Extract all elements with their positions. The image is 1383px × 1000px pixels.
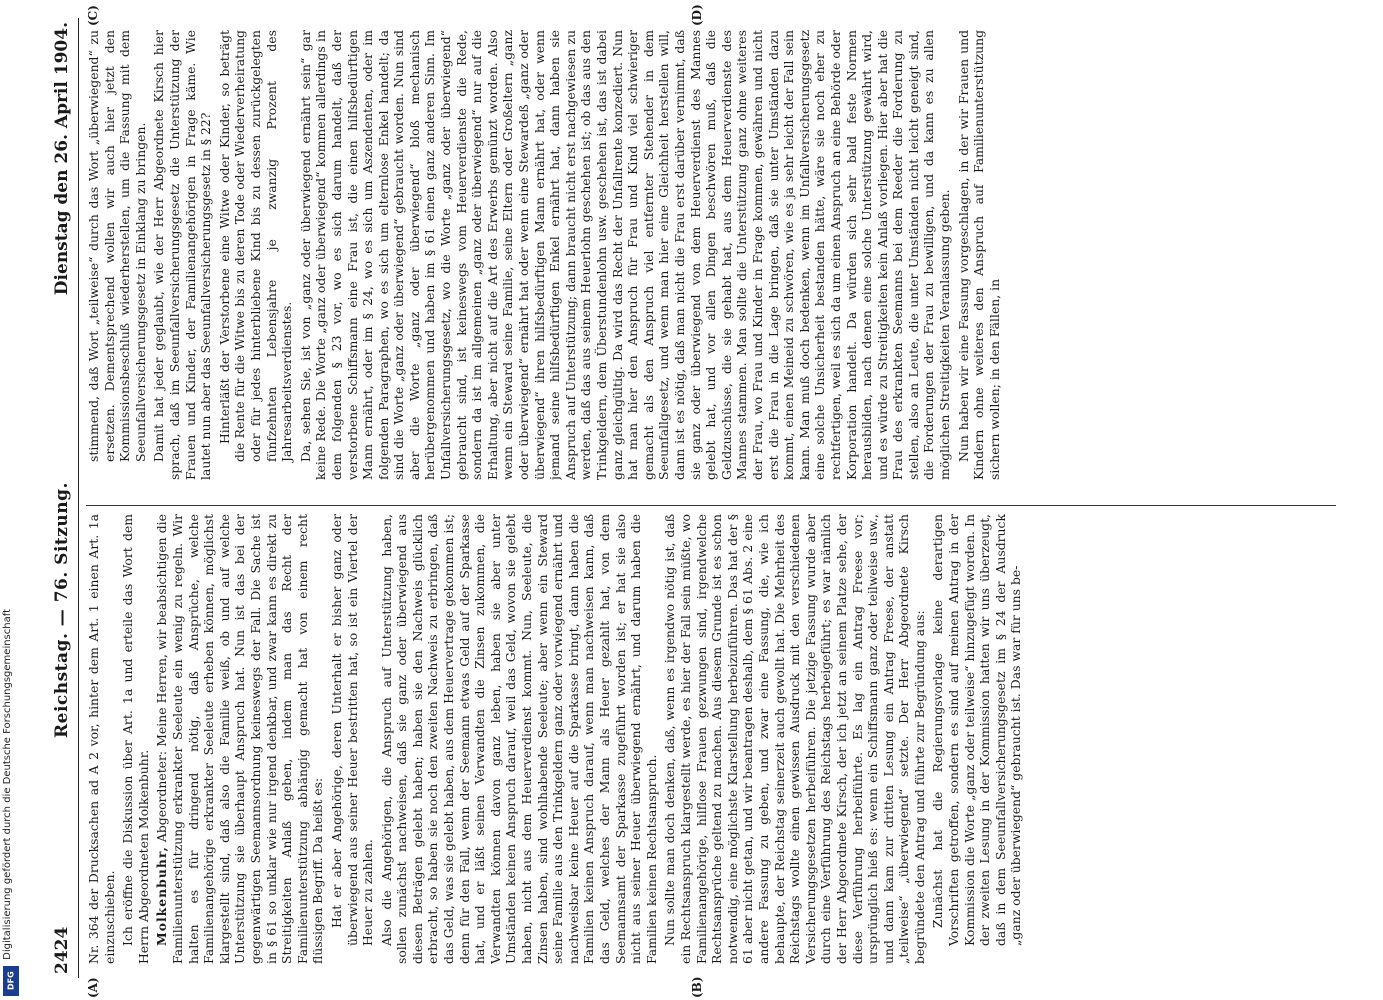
column-divider <box>86 505 1336 506</box>
right-column <box>86 30 1336 480</box>
paragraph: Ich eröffne die Diskussion über Art. 1a und erteile das Wort dem Herrn Abgeordneten Molkenbuhr. <box>120 514 151 964</box>
quotation: stimmend, daß Wort „teilweise“ durch das Wort „überwiegend“ zu ersetzen. Dementsprechend wollen wir auch hier jetzt den Kommissionsbeschluß wiederherstellen, um die Fassung mit dem Seeunfallversicherungsgesetz in Einklang zu bringen. <box>86 30 148 462</box>
margin-marker-a: (A) <box>86 977 100 998</box>
dfg-logo-icon: DFG <box>3 966 19 996</box>
paragraph: Da, sehen Sie, ist von „ganz oder überwiegend ernährt sein“ gar keine Rede. Die Worte „ganz oder überwiegend“ kommen allerdings in dem folgenden § 23 vor, wo es sich darum handelt, daß der verstorbene Schiffsmann eine Frau ist, die einen hilfsbedürftigen Mann ernährt, oder im § 24, wo es sich um Aszendenten, oder im folgenden Paragraphen, wo es sich um elternlose Enkel handelt; da sind die Worte „ganz oder überwiegend“ gebraucht worden. Nun sind aber die Worte „ganz oder überwiegend“ bloß mechanisch herübergenommen und haben im § 61 einen ganz anderen Sinn. Im Unfallversicherungsgesetz, wo die Worte „ganz oder überwiegend“ gebraucht sind, ist keineswegs vom Heuerverdienste die Rede, sondern da ist im allgemeinen „ganz oder überwiegend“ nur auf die Erhaltung, aber nicht auf die Art des Erwerbs gemünzt worden. Also wenn ein Steward seine Familie, seine Eltern oder Großeltern „ganz oder überwiegend“ ernährt hat oder wenn eine Stewardeß „ganz oder überwiegend“ ihren hilfsbedürftigen Mann ernährt hat, oder wenn jemand seine hilfsbedürftigen Enkel ernährt hat, dann haben sie Anspruch auf Unterstützung; dann braucht nicht erst nachgewiesen zu werden, daß das aus seinem Heuerlohn geschehen ist; ob das aus den Trinkgeldern, dem Überstundenlohn usw. geschehen ist, das ist dabei ganz gleichgültig. Da wird das Recht der Unfallrente konzediert. Nun hat man hier den Anspruch für Frau und Kind viel schwieriger gemacht als den Anspruch viel entfernter Stehender in dem Seeunfallgesetz, und wenn man hier eine Gleichheit herstellen will, dann ist es nötig, daß man nicht die Frau erst darüber vernimmt, daß sie ganz oder überwiegend von dem Heuerverdienst des Mannes gelebt hat, und vor allen Dingen beschwören muß, daß die Geldzuschüsse, die sie gehabt hat, aus dem Heuerverdienste des Mannes stammen. Man sollte die Unterstützung ganz ohne weiteres der Frau, wo Frau und Kinder in Frage kommen, gewähren und nicht erst die Frau in die Lage bringen, daß sie unter Umständen dazu kommt, einen Meineid zu schwören, wie es ja sehr leicht der Fall sein kann. Man muß doch bedenken, wenn im Unfallversicherungsgesetz eine solche Unsicherheit bestanden hätte, wäre sie noch eher zu rechtfertigen, weil es sich da um einen Anspruch an eine Behörde oder Korporation handelt. Da würden sich sehr bald feste Normen herausbilden, nach denen eine solche Unterstützung gewährt wird, und es würde zu Streitigkeiten kein Anlaß vorliegen. Hier aber hat die Frau des erkrankten Seemanns bei dem Reeder die Forderung zu stellen, also an Leute, die unter Umständen nicht leicht geneigt sind, die Forderungen der Frau zu bewilligen, und da kann es zu allen möglichen Streitigkeiten Veranlassung geben. <box>297 30 953 480</box>
margin-marker-d: (D) <box>690 4 704 26</box>
quotation: Hat er aber Angehörige, deren Unterhalt er bisher ganz oder überwiegend aus seiner Heuer bestritten hat, so ist ein Viertel der Heuer zu zahlen. <box>328 514 376 946</box>
page-number: 2424 <box>52 926 72 974</box>
margin-marker-b: (B) <box>690 976 704 998</box>
digitization-footer <box>0 0 22 1000</box>
paragraph: Also die Angehörigen, die Anspruch auf Unterstützung haben, sollen zunächst nachweisen, daß sie ganz oder überwiegend aus diesen Beträgen gelebt haben; haben sie den Nachweis glücklich erbracht, so haben sie noch den zweiten Nachweis zu erbringen, daß das Geld, was sie gelebt haben, aus dem Heuervertrage gekommen ist; denn für den Fall, wenn der Seemann etwas Geld auf der Sparkasse hat, und er läßt seinen Verwandten die Zinsen zukommen, die Verwandten können davon ganz leben, haben sie aber unter Umständen keinen Anspruch darauf, weil das Geld, wovon sie gelebt haben, nicht aus dem Heuerverdienst kommt. Nun, Seeleute, die Zinsen haben, sind wohlhabende Seeleute; aber wenn ein Steward seine Familie aus den Trinkgeldern ganz oder vorwiegend ernährt und nachweisbar keine Heuer auf die Sparkasse bringt, dann haben die Familien keinen Anspruch darauf, wenn man nachweisen kann, daß das Geld, welches der Mann als Heuer gezahlt hat, von dem Seemannsamt der Sparkasse zugeführt worden ist; er hat sie also nicht aus seiner Heuer überwiegend ernährt, und darum haben die Familien keinen Rechtsanspruch. <box>378 514 659 964</box>
left-column <box>86 514 1336 964</box>
paragraph: Nr. 364 der Drucksachen ad A 2 vor, hinter dem Art. 1 einen Art. 1a einzuschieben. <box>86 514 117 964</box>
quotation: Hinterläßt der Verstorbene eine Witwe oder Kinder, so beträgt die Rente für die Witwe bis zu deren Tode oder Wiederverheiratung oder für jedes hinterbliebene Kind bis zu dessen zurückgelegten fünfzehnten Lebensjahre je zwanzig Prozent des Jahresarbeitsverdienstes. <box>216 30 295 462</box>
paragraph: Nun haben wir eine Fassung vorgeschlagen, in der wir Frauen und Kindern ohne weiteres den Anspruch auf Familienunterstützung sichern wollen; in den Fällen, in <box>955 30 1002 480</box>
margin-marker-c: (C) <box>86 5 100 26</box>
scanned-page <box>40 0 1360 1000</box>
header-title: Reichstag. — 76. Sitzung. <box>52 482 72 738</box>
page-header <box>50 18 79 978</box>
speaker-name: Molkenbuhr, <box>154 846 170 946</box>
digitization-note: Digitalisierung gefördert durch die Deutsche Forschungsgemeinschaft <box>2 609 13 960</box>
paragraph: Abgeordneter: Meine Herren, wir beabsichtigen die Familienunterstützung erkrankter Seeleute ein wenig zu regeln. Wir halten es für dringend nötig, daß Ansprüche, welche Familienangehörige erkrankter Seeleute erheben können, möglichst klargestellt sind, daß also die Familie weiß, ob und auf welche Unterstützung sie überhaupt Anspruch hat. Nun ist das bei der gegenwärtigen Seemannsordnung keineswegs der Fall. Die Sache ist in § 61 so unklar wie nur irgend denkbar, und zwar kann es direkt zu Streitigkeiten Anlaß geben, indem man das Recht der Familienunterstützung abhängig gemacht hat von einem recht flüssigen Begriff. Da heißt es: <box>154 514 326 964</box>
paragraph: Damit hat jeder geglaubt, wie der Herr Abgeordnete Kirsch hier sprach, daß im Seeunfallversicherungsgesetz die Unterstützung der Frauen und Kinder, der Familienangehörigen in Frage käme. Wie lautet nun aber das Seeunfallversicherungsgesetz in § 22? <box>151 30 214 480</box>
header-date: Dienstag den 26. April 1904. <box>52 22 72 296</box>
paragraph: Nun sollte man doch denken, daß, wenn es irgendwo nötig ist, daß ein Rechtsanspruch klargestellt werde, es hier der Fall sein müßte, wo Familienangehörige, hilflose Frauen gezwungen sind, irgendwelche Rechtsansprüche geltend zu machen. Aus diesem Grunde ist es schon notwendig, eine möglichste Klarstellung herbeizuführen. Das hat der § 61 aber nicht getan, und wir beantragen deshalb, dem § 61 Abs. 2 eine andere Fassung zu geben, und zwar eine Fassung, die, wie ich behaupte, der Reichstag seinerzeit auch gewollt hat. Die Mehrheit des Reichstags wollte einen gewissen Ausdruck mit den verschiedenen Versicherungsgesetzen herbeiführen. Die jetzige Fassung wurde aber durch eine Verführung des Reichstags herbeigeführt; es war nämlich der Herr Abgeordnete Kirsch, der ich jetzt an seinem Platze sehe, der diese Verführung herbeiführte. Es lag ein Antrag Freese vor; ursprünglich hieß es: wenn ein Schiffsmann ganz oder teilweise usw., und dann kam zur dritten Lesung ein Antrag Freese, der anstatt „teilweise“ „überwiegend“ setzte. Der Herr Abgeordnete Kirsch begründete den Antrag und führte zur Begründung aus: <box>662 514 927 964</box>
quotation: Zunächst hat die Regierungsvorlage keine derartigen Vorschriften getroffen, sondern es sind auf meinen Antrag in der Kommission die Worte „ganz oder teilweise“ hinzugefügt worden. In der zweiten Lesung in der Kommission hatten wir uns überzeugt, daß in dem Seeunfallversicherungsgesetz im § 24 der Ausdruck „ganz oder überwiegend“ gebraucht ist. Das war für uns be- <box>930 514 1024 946</box>
